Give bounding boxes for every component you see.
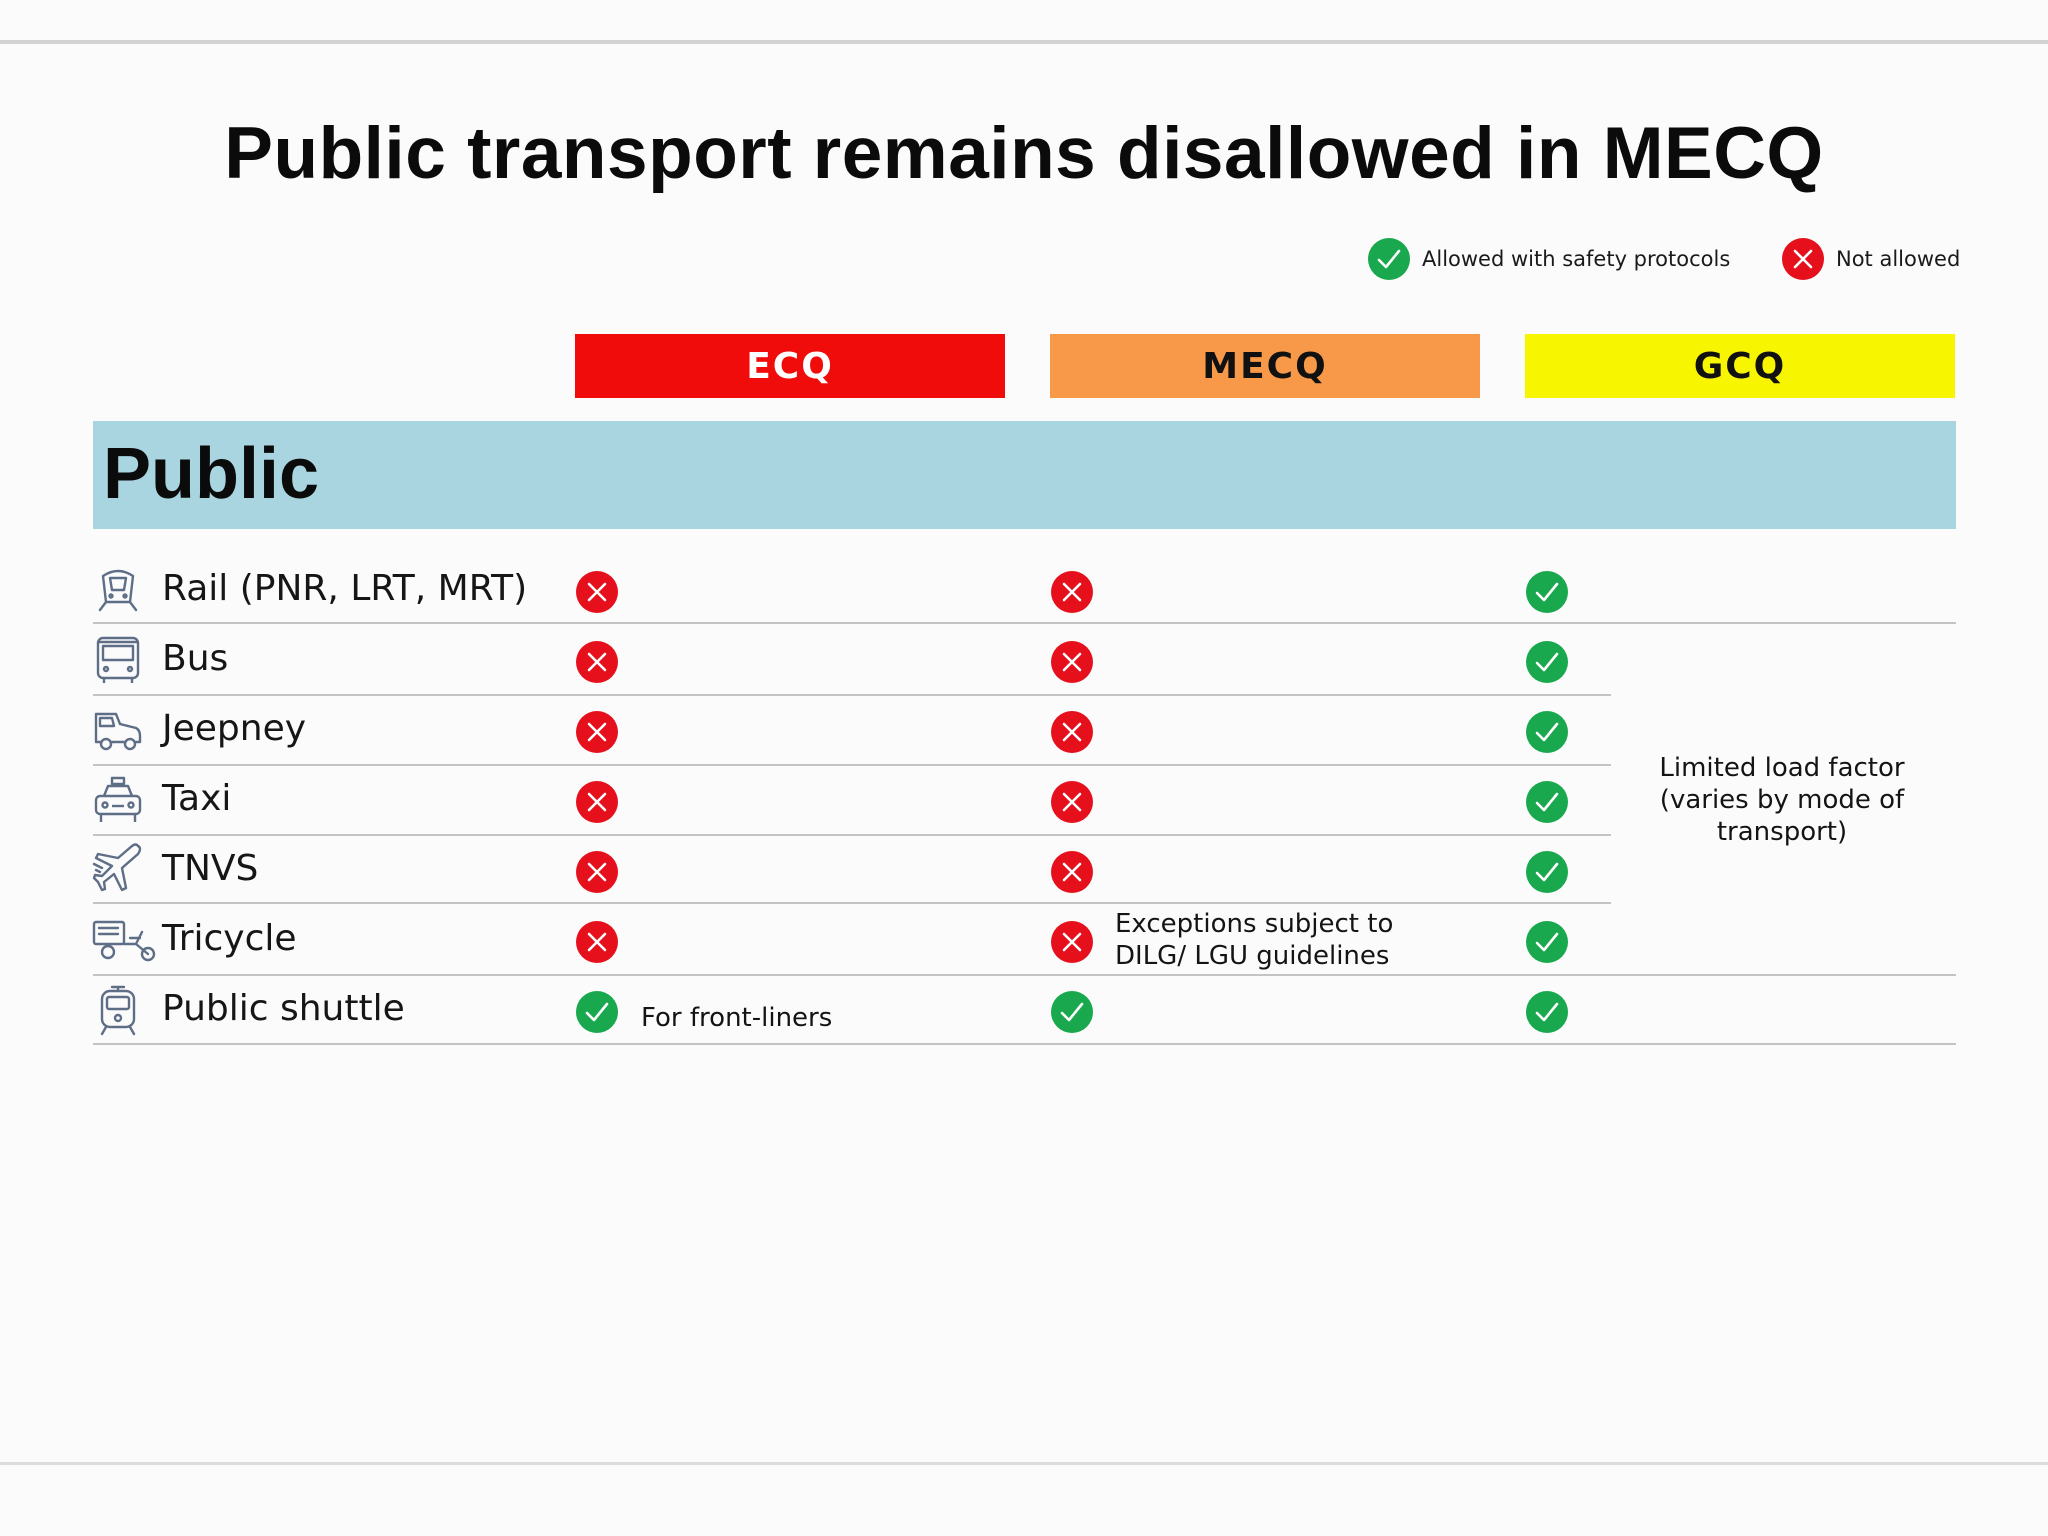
- row-label: Jeepney: [162, 708, 307, 749]
- cross-icon: [1051, 851, 1093, 893]
- train-icon: [92, 562, 144, 614]
- table-row-bus: [0, 632, 2048, 692]
- bottom-rule: [0, 1462, 2048, 1465]
- row-divider: [93, 902, 1611, 904]
- cross-icon: [576, 641, 618, 683]
- row-divider: [93, 834, 1611, 836]
- frontliners-note: For front-liners: [641, 1003, 833, 1033]
- row-divider: [93, 764, 1611, 766]
- row-label: Bus: [162, 638, 229, 679]
- table-row-tnvs: [0, 842, 2048, 902]
- plane-icon: [92, 842, 144, 894]
- jeepney-icon: [92, 706, 144, 758]
- table-row-public-shuttle: [0, 982, 2048, 1042]
- note-line: (varies by mode of: [1659, 785, 1905, 815]
- legend-allowed-label: Allowed with safety protocols: [1422, 247, 1731, 271]
- column-header-mecq: MECQ: [1050, 334, 1480, 398]
- row-divider: [93, 1043, 1956, 1045]
- check-icon: [576, 991, 618, 1033]
- tricycle-exception-note: [1115, 908, 1393, 972]
- taxi-icon: [92, 776, 144, 828]
- cross-icon: [1782, 238, 1824, 280]
- row-label: Taxi: [162, 778, 232, 819]
- legend-allowed: [1368, 236, 1730, 282]
- check-icon: [1526, 921, 1568, 963]
- row-divider: [93, 974, 1956, 976]
- top-rule: [0, 40, 2048, 44]
- cross-icon: [1051, 641, 1093, 683]
- shuttle-icon: [92, 984, 144, 1036]
- row-label: Rail (PNR, LRT, MRT): [162, 568, 528, 609]
- tricycle-icon: [92, 916, 160, 968]
- check-icon: [1526, 851, 1568, 893]
- note-line: transport): [1716, 817, 1848, 847]
- cross-icon: [1051, 571, 1093, 613]
- column-header-ecq: ECQ: [575, 334, 1005, 398]
- note-line: DILG/ LGU guidelines: [1115, 941, 1390, 971]
- row-divider: [93, 622, 1956, 624]
- row-divider: [93, 694, 1611, 696]
- load-factor-note: [1612, 752, 1952, 848]
- note-line: Exceptions subject to: [1115, 909, 1394, 939]
- check-icon: [1526, 781, 1568, 823]
- check-icon: [1368, 238, 1410, 280]
- section-band: [93, 421, 1956, 529]
- check-icon: [1526, 711, 1568, 753]
- legend-not-allowed-label: Not allowed: [1836, 247, 1961, 271]
- table-row-rail: [0, 562, 2048, 622]
- bus-icon: [92, 634, 144, 686]
- check-icon: [1526, 571, 1568, 613]
- column-header-gcq: GCQ: [1525, 334, 1955, 398]
- row-label: Tricycle: [162, 918, 297, 959]
- check-icon: [1526, 641, 1568, 683]
- cross-icon: [1051, 781, 1093, 823]
- cross-icon: [576, 711, 618, 753]
- section-title: Public: [103, 434, 320, 514]
- legend-not-allowed: [1782, 236, 1960, 282]
- cross-icon: [576, 781, 618, 823]
- page-title: Public transport remains disallowed in MECQ: [224, 113, 1824, 194]
- check-icon: [1526, 991, 1568, 1033]
- row-label: TNVS: [162, 848, 259, 889]
- check-icon: [1051, 991, 1093, 1033]
- cross-icon: [576, 921, 618, 963]
- cross-icon: [1051, 921, 1093, 963]
- cross-icon: [576, 851, 618, 893]
- row-label: Public shuttle: [162, 988, 405, 1029]
- note-line: Limited load factor: [1659, 753, 1905, 783]
- table-row-tricycle: [0, 912, 2048, 972]
- cross-icon: [1051, 711, 1093, 753]
- cross-icon: [576, 571, 618, 613]
